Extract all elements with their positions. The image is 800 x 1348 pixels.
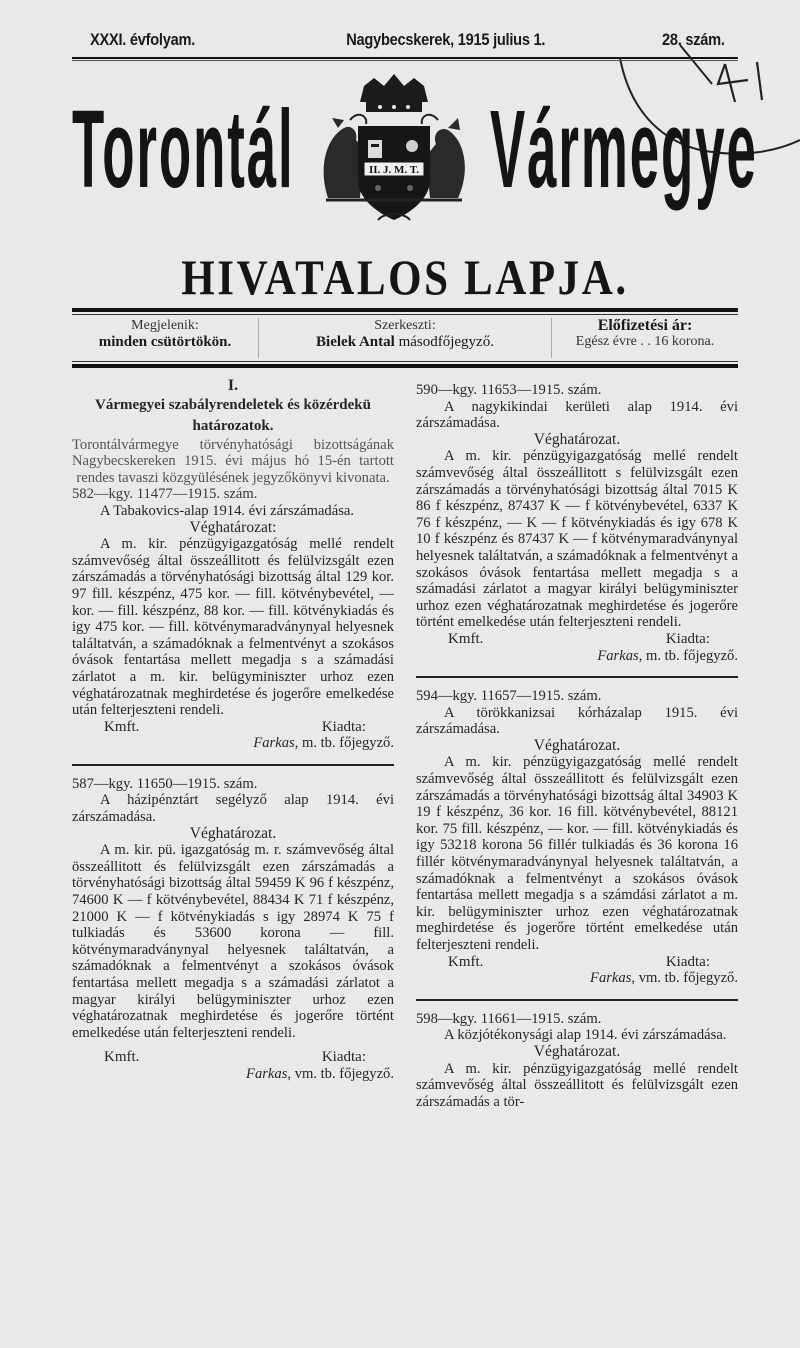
article-reference: 590—kgy. 11653—1915. szám. xyxy=(416,382,602,398)
column-right xyxy=(416,382,738,1110)
editor-title: másodfőjegyző. xyxy=(398,334,494,350)
article-heading: Véghatározat. xyxy=(533,1042,621,1060)
article-heading: Véghatározat. xyxy=(533,430,621,448)
masthead-title-right: Vármegye xyxy=(490,88,758,211)
signature-line: Kmft. Kiadta: xyxy=(104,1049,366,1066)
article-reference: 594—kgy. 11657—1915. szám. xyxy=(416,688,602,705)
masthead-rule-upper-thin xyxy=(72,314,738,315)
issue-line xyxy=(90,30,726,50)
article-heading: Véghatározat. xyxy=(533,736,621,754)
article-reference: 587—kgy. 11650—1915. szám. xyxy=(72,775,258,792)
publication-schedule: Megjelenik: minden csütörtökön. xyxy=(98,318,232,350)
article-body: A m. kir. pénzügyigazgatóság mellé rendelt számvevőség által összeállitott és felülvizsgált ezen zárszámadás a tör- xyxy=(416,1060,738,1110)
article-subject: A házipénztárt segélyző alap 1914. évi zárszámadása. xyxy=(72,792,394,826)
signer: Farkas, vm. tb. főjegyző. xyxy=(246,1065,394,1082)
signature-line: Kmft. Kiadta: xyxy=(104,718,366,735)
article-594 xyxy=(416,688,738,987)
article-body: A m. kir. pénzügyigazgatóság mellé rendelt számvevőség által összeállitott s felülvizsgált ezen zárszámadás a törvényhatósági bizottság által 7015 K 86 f készpénz, 87437 K — f kötvénybevétel, 6337 K 76 f készpénz, — K — f kötvénykiadás és igy 678 K 10 f készpénz és 87437 K — f kötvénymaradványnyal helyesnek találtatván, a számadóknak a felmentvényt a szokásos óvások fentartása mellett megadja s a számadási zárlatot a magyar királyi belügyminiszter urhoz ezen véghatározatnak meghirdetése és jogerőre történt emelkedése után felterjeszteni rendeli. xyxy=(416,448,738,631)
signer: Farkas, m. tb. főjegyző. xyxy=(253,735,394,752)
article-body: A m. kir. pü. igazgatóság m. r. számvevőség által összeállitott és felülvizsgált ezen zárszámadás a törvényhatósági bizottság által 59459 K 96 f készpénz, 74600 K — f kötvénybevétel, 88434 K 71 f készpénz, 21000 K — f kötvénykiadás s igy 28974 K 75 f tulkiadás és 53600 korona — fill. kötvénymaradványnyal helyesnek találtatván, a számadóknak a felmentvényt a szokásos óvások fentartása mellett megadja s a számadási zárlatot a magyar királyi belügyminiszter urhoz ezen véghatározatnak meghirdetése és jogerőre történt emelkedése után felterjeszteni rendeli. xyxy=(72,842,394,1041)
issue-number: 28. szám. xyxy=(661,30,725,49)
article-subject: A Tabakovics-alap 1914. évi zárszámadása. xyxy=(100,502,355,519)
article-divider xyxy=(416,676,738,678)
signature-line: Kmft. Kiadta: xyxy=(448,953,710,970)
section-intro: Torontálvármegye törvényhatósági bizottságának Nagybecskereken 1915. évi május hó 15-én tartott rendes tavaszi közgyülésének jegyzőkönyvi kivonata. xyxy=(72,436,394,486)
article-587 xyxy=(72,776,394,1083)
article-subject: A nagykikindai kerületi alap 1914. évi zárszámadása. xyxy=(416,398,738,432)
section-title: Vármegyei szabályrendeletek és közérdekü határozatok. xyxy=(95,396,371,434)
masthead-title-left: Torontál xyxy=(72,88,295,211)
masthead-rule-lower-thin xyxy=(72,361,738,362)
place-date: Nagybecskerek, 1915 julius 1. xyxy=(346,30,546,49)
coat-of-arms-icon xyxy=(308,68,480,228)
signature-line: Kmft. Kiadta: xyxy=(448,630,710,647)
article-reference: 582—kgy. 11477—1915. szám. xyxy=(72,486,258,503)
editor-name: Bielek Antal xyxy=(316,334,395,350)
editor-info: Szerkeszti: Bielek Antal másodfőjegyző. xyxy=(258,318,552,358)
article-590 xyxy=(416,382,738,664)
article-heading: Véghatározat. xyxy=(189,824,277,842)
masthead-rule-upper xyxy=(72,308,738,312)
volume-label: XXXI. évfolyam. xyxy=(90,30,196,49)
section-number: I. xyxy=(227,377,239,394)
article-582 xyxy=(72,486,394,752)
top-rule xyxy=(72,57,738,59)
article-body: A m. kir. pénzügyigazgatóság mellé rendelt számvevőség által összeállitott és felülvizsgált ezen zárszámadás a törvényhatósági bizottság által 34903 K 19 f készpénz, 36 kor. 16 fill. kötvénybevétel, 88121 kor. 75 fill. készpénz, — kor. — fill. kötvénykiadás és igy 53218 korona 56 fillér tulkiadás és 36 korona 16 fillér kötvénymaradványnyal helyesnek találtatván, a számadóknak a felmentvényt a szokásos óvások fentartása mellett megadja s a számdási zárlatot a m. kir. belügyminiszter urhoz ezen véghatározatnak meghirdetése és jogerőre történt emelkedése után felterjeszteni rendeli. xyxy=(416,754,738,953)
article-subject: A törökkanizsai kórházalap 1915. évi zárszámadása. xyxy=(416,704,738,738)
article-divider xyxy=(72,764,394,766)
masthead-rule-lower xyxy=(72,364,738,368)
article-598 xyxy=(416,1011,738,1111)
article-subject: A közjótékonysági alap 1914. évi zárszámadása. xyxy=(444,1027,727,1044)
article-divider xyxy=(416,999,738,1001)
column-left xyxy=(72,378,394,1083)
signer: Farkas, vm. tb. főjegyző. xyxy=(590,970,738,987)
subscription-price: Előfizetési ár: Egész évre . . 16 korona. xyxy=(575,317,715,349)
masthead-subtitle: HIVATALOS LAPJA. xyxy=(181,249,629,305)
article-heading: Véghatározat: xyxy=(189,518,277,536)
signer: Farkas, m. tb. főjegyző. xyxy=(597,647,738,664)
article-reference: 598—kgy. 11661—1915. szám. xyxy=(416,1010,602,1027)
crest-label: II. J. M. T. xyxy=(368,164,420,176)
article-body: A m. kir. pénzügyigazgatóság mellé rendelt számvevőség által összeállitott és felülvizsgált ezen zárszámadás a törvényhatósági bizottság által 129 kor. 97 fill. készpénz, 475 kor. — fill. kötvénybevétel, — kor. — fill. készpénz, 88 kor. — fill. kötvénykiadás és igy 475 kor. — fill. kötvénymaradványnyal helyesnek találtatván, a számadóknak a felmentvényt a szokásos óvások fentartása mellett megadja s a számadási zárlatot a m. kir. belügyminiszter urhoz ezen véghatározatnak meghirdetése és jogerőre emelkedése után felterjeszteni rendeli. xyxy=(72,536,394,719)
top-rule-thin xyxy=(72,60,738,61)
info-bar xyxy=(72,318,738,358)
